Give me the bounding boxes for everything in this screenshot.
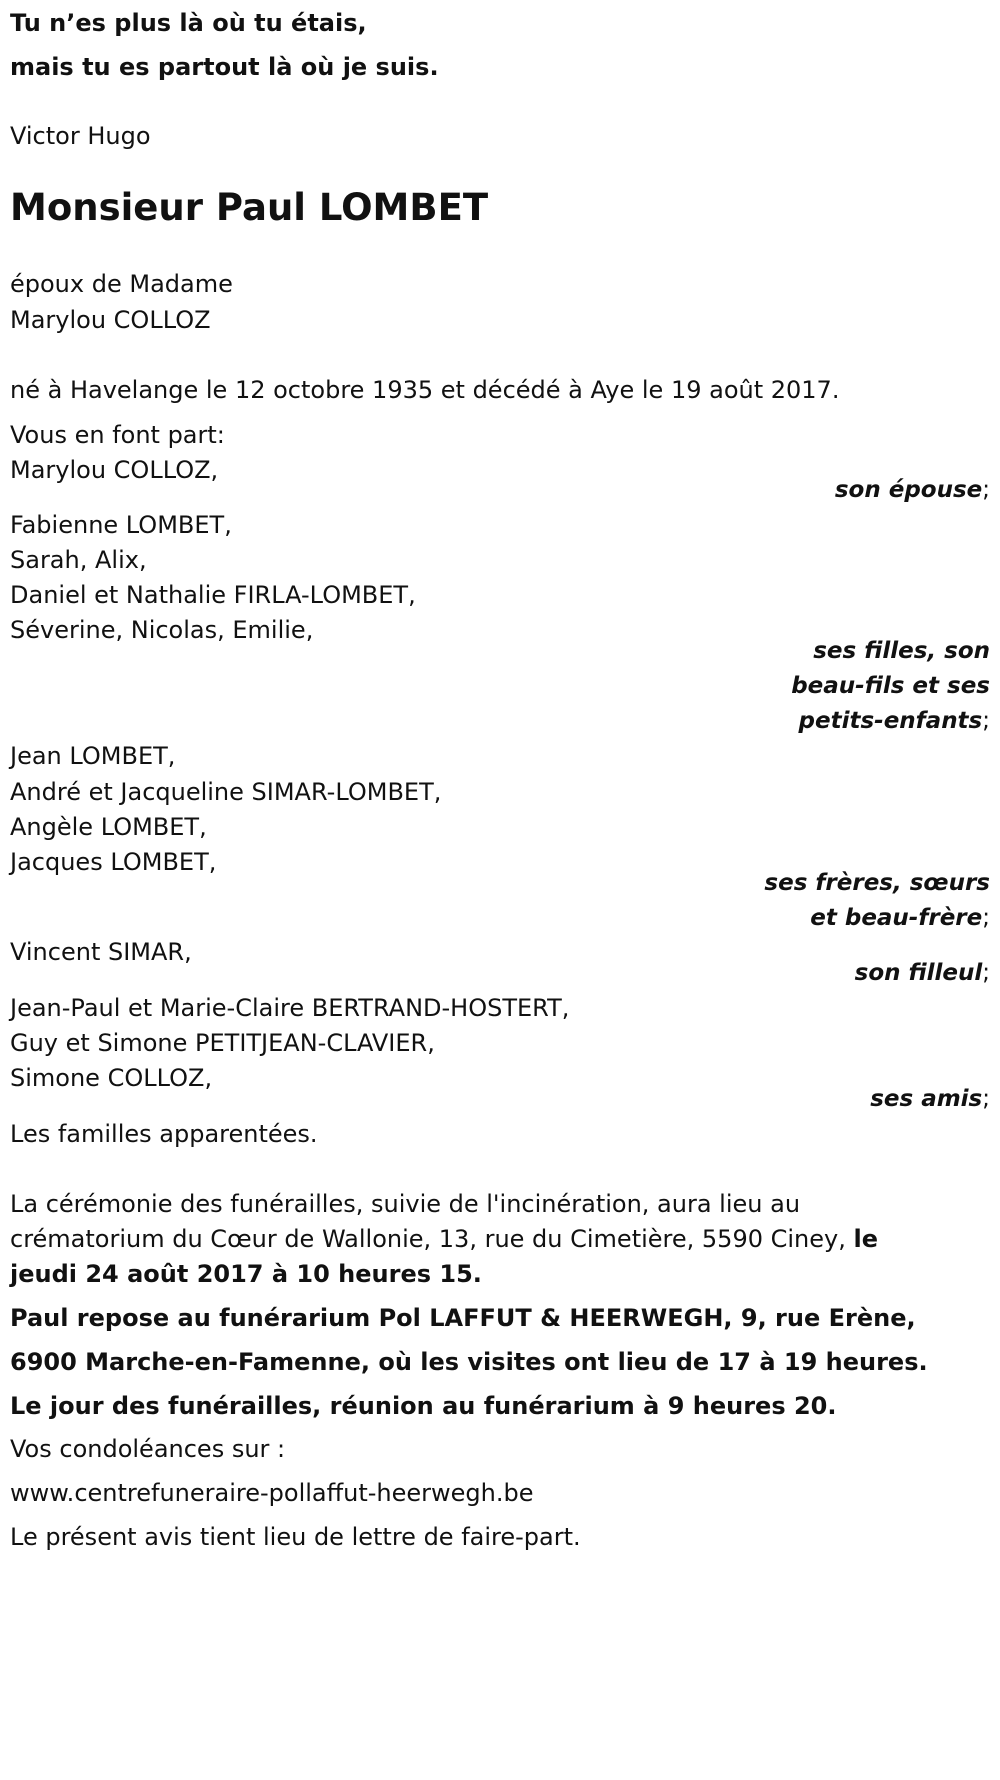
deceased-name: Monsieur Paul LOMBET [10, 186, 489, 229]
condolences-link[interactable] [10, 1478, 534, 1508]
family-name: Sarah, Alix, [10, 546, 147, 574]
family-name: Guy et Simone PETITJEAN-CLAVIER, [10, 1029, 435, 1057]
family-name: Daniel et Nathalie FIRLA-LOMBET, [10, 581, 416, 609]
family-name: André et Jacqueline SIMAR-LOMBET, [10, 778, 442, 806]
notice-text: Le présent avis tient lieu de lettre de faire-part. [10, 1523, 581, 1551]
relation-label: son filleul; [854, 960, 990, 986]
ceremony-line-2: crématorium du Cœur de Wallonie, 13, rue du Cimetière, 5590 Ciney, le [10, 1225, 878, 1253]
quote-line-2: mais tu es partout là où je suis. [10, 53, 439, 81]
spouse-line-2: Marylou COLLOZ [10, 306, 211, 334]
relation-label: beau-fils et ses [791, 673, 990, 699]
quote-author: Victor Hugo [10, 122, 151, 150]
spouse-line-1: époux de Madame [10, 270, 233, 298]
birth-death-dates: né à Havelange le 12 octobre 1935 et décédé à Aye le 19 août 2017. [10, 376, 840, 404]
family-name: Jean LOMBET, [10, 742, 176, 770]
visits-line-2: 6900 Marche-en-Famenne, où les visites ont lieu de 17 à 19 heures. [10, 1348, 928, 1376]
ceremony-date: jeudi 24 août 2017 à 10 heures 15. [10, 1260, 482, 1288]
visits-line-1: Paul repose au funérarium Pol LAFFUT & HEERWEGH, 9, rue Erène, [10, 1304, 916, 1332]
visits-line-3: Le jour des funérailles, réunion au funérarium à 9 heures 20. [10, 1392, 837, 1420]
relation-label: ses filles, son [813, 638, 990, 664]
family-name: Jean-Paul et Marie-Claire BERTRAND-HOSTERT, [10, 994, 570, 1022]
family-name: Vincent SIMAR, [10, 938, 192, 966]
family-name: Fabienne LOMBET, [10, 511, 232, 539]
family-name: Simone COLLOZ, [10, 1064, 213, 1092]
relation-label: et beau-frère; [810, 905, 990, 931]
related-families: Les familles apparentées. [10, 1120, 318, 1148]
condolences-label: Vos condoléances sur : [10, 1435, 286, 1463]
family-name: Angèle LOMBET, [10, 813, 207, 841]
ceremony-line-1: La cérémonie des funérailles, suivie de l'incinération, aura lieu au [10, 1190, 801, 1218]
family-name: Séverine, Nicolas, Emilie, [10, 616, 314, 644]
family-name: Marylou COLLOZ, [10, 456, 219, 484]
quote-line-1: Tu n’es plus là où tu étais, [10, 9, 367, 37]
family-name: Jacques LOMBET, [10, 848, 217, 876]
relation-label: ses amis; [870, 1086, 990, 1112]
relation-label: petits-enfants; [798, 708, 990, 734]
relation-label: ses frères, sœurs [764, 870, 990, 896]
condolences-url[interactable]: www.centrefuneraire-pollaffut-heerwegh.be [10, 1479, 534, 1507]
announcement-intro: Vous en font part: [10, 421, 225, 449]
relation-label: son épouse; [834, 477, 990, 503]
